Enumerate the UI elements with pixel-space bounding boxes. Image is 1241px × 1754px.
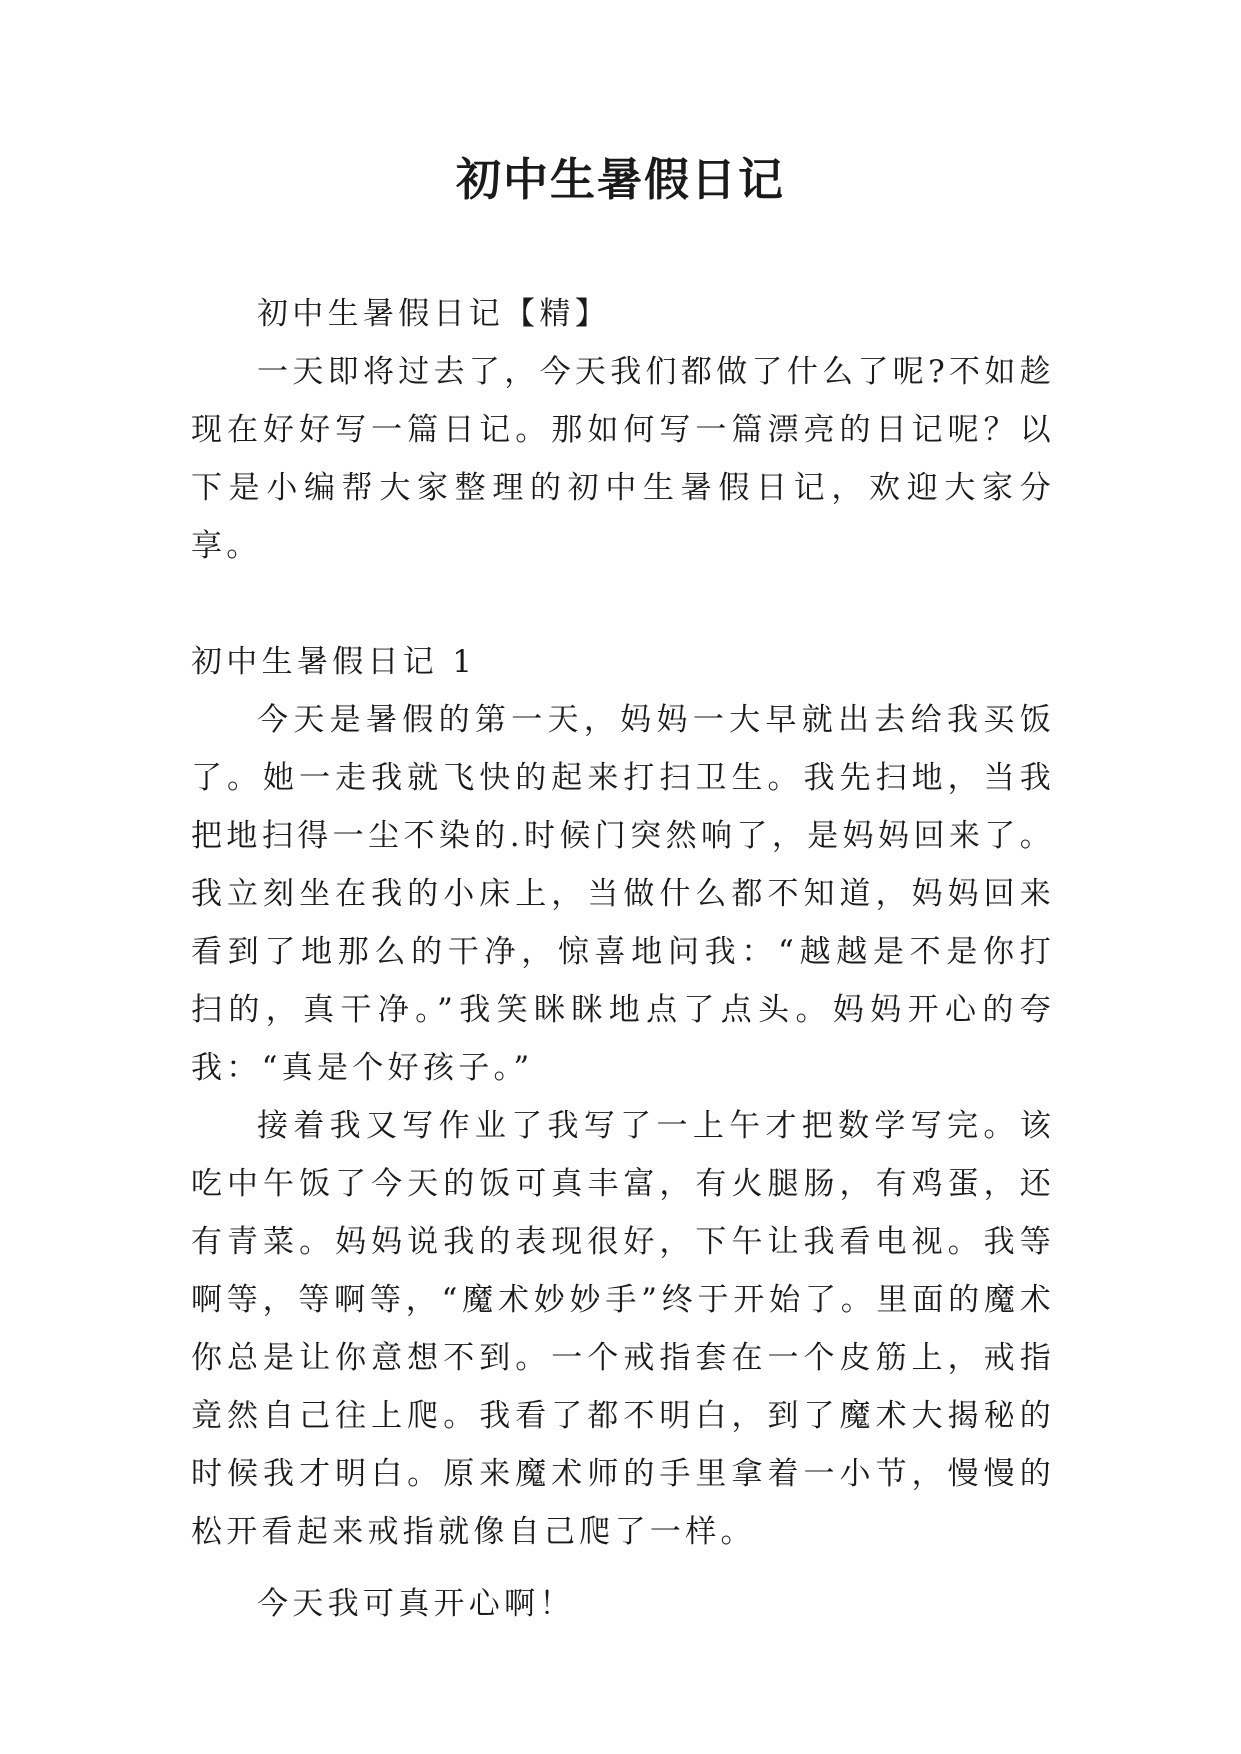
section-spacer xyxy=(191,575,1055,633)
entry-paragraph-1: 今天是暑假的第一天，妈妈一大早就出去给我买饭了。她一走我就飞快的起来打扫卫生。我先扫地，当我把地扫得一尘不染的.时候门突然响了，是妈妈回来了。我立刻坐在我的小床上，当做什么都不知道，妈妈回来看到了地那么的干净，惊喜地问我：“越越是不是你打扫的，真干净。”我笑眯眯地点了点头。妈妈开心的夸我：“真是个好孩子。” xyxy=(191,702,1055,1086)
document-title: 初中生暑假日记 xyxy=(455,153,785,206)
document-body xyxy=(191,285,1055,1633)
entry-heading: 初中生暑假日记 1 xyxy=(191,644,477,680)
entry-paragraph-2: 接着我又写作业了我写了一上午才把数学写完。该吃中午饭了今天的饭可真丰富，有火腿肠，有鸡蛋，还有青菜。妈妈说我的表现很好，下午让我看电视。我等啊等，等啊等，“魔术妙妙手”终于开始了。里面的魔术你总是让你意想不到。一个戒指套在一个皮筋上，戒指竟然自己往上爬。我看了都不明白，到了魔术大揭秘的时候我才明白。原来魔术师的手里拿着一小节，慢慢的松开看起来戒指就像自己爬了一样。 xyxy=(191,1108,1055,1550)
document-subtitle: 初中生暑假日记【精】 xyxy=(257,296,610,332)
paragraph-spacer xyxy=(191,1561,1055,1575)
intro-paragraph: 一天即将过去了，今天我们都做了什么了呢?不如趁现在好好写一篇日记。那如何写一篇漂亮的日记呢？以下是小编帮大家整理的初中生暑假日记，欢迎大家分享。 xyxy=(191,354,1055,564)
entry-paragraph-3: 今天我可真开心啊！ xyxy=(257,1586,575,1622)
